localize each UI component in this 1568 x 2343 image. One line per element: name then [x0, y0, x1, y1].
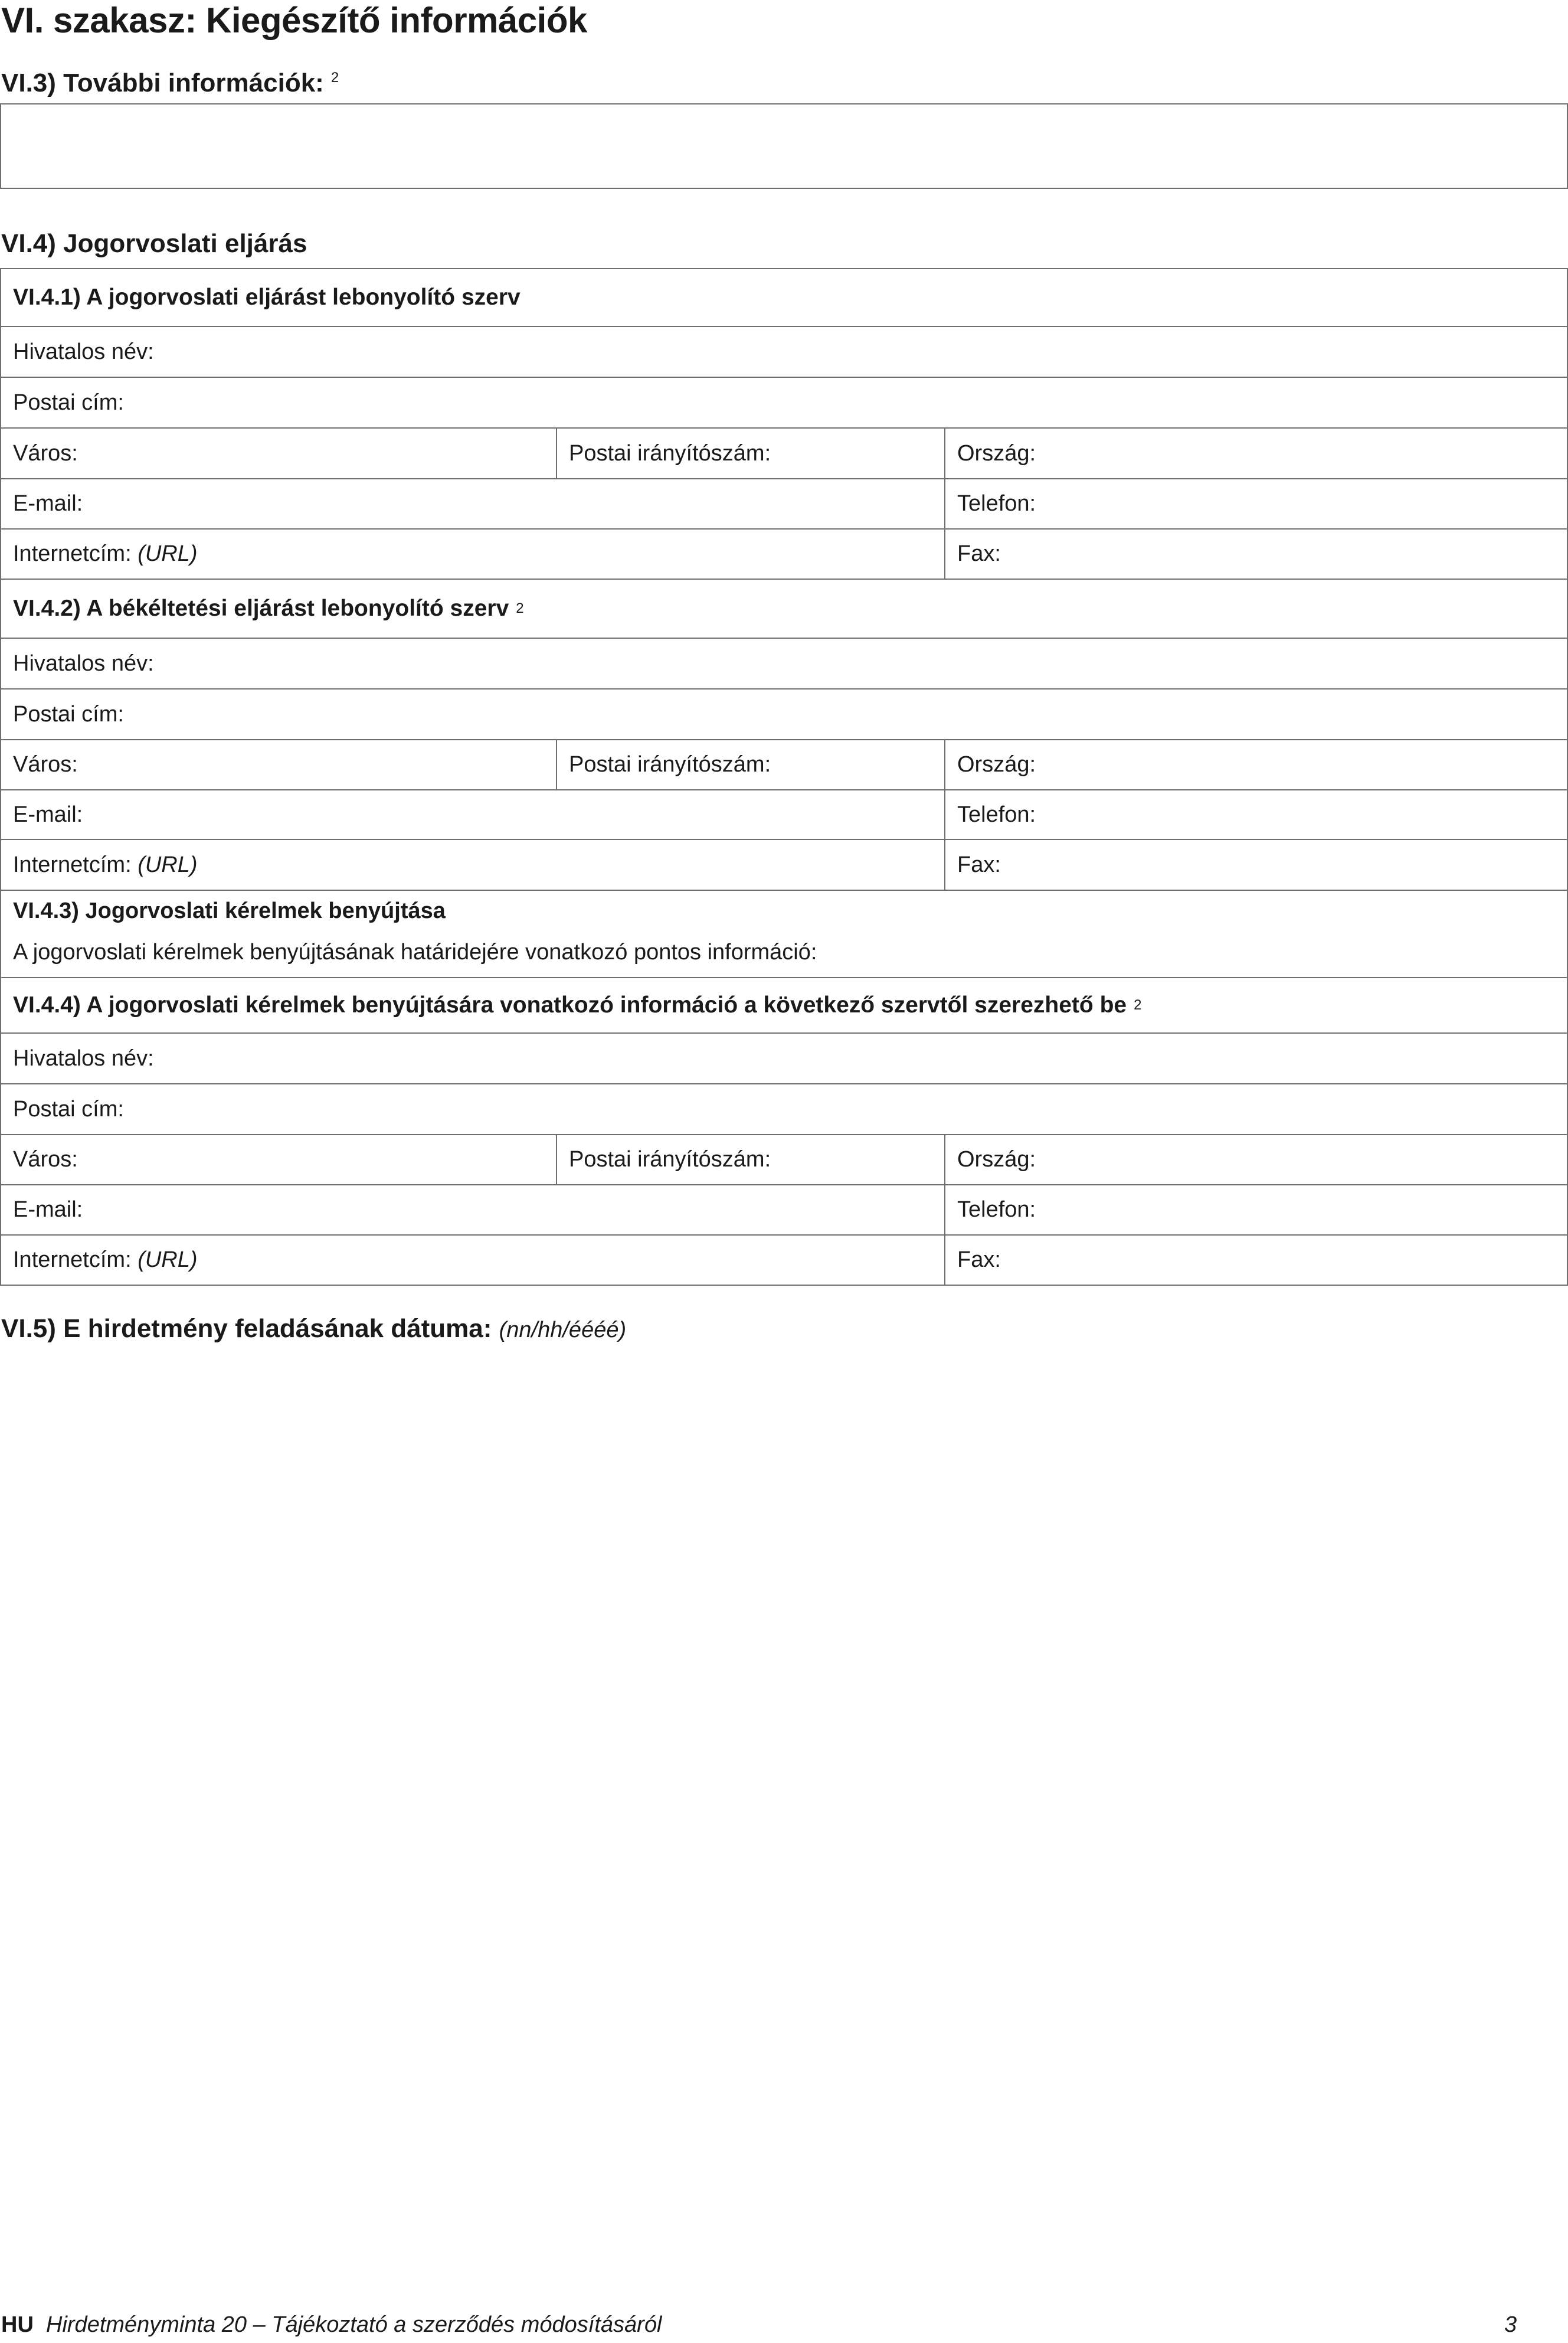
- fax-label: Fax:: [957, 1247, 1001, 1272]
- url-label: (URL): [138, 541, 198, 566]
- country-label: Ország:: [957, 752, 1036, 777]
- footer: [1, 2312, 662, 2338]
- email-label: E-mail:: [13, 1197, 83, 1222]
- vi43-text: A jogorvoslati kérelmek benyújtásának határidejére vonatkozó pontos információ:: [13, 940, 817, 965]
- vi41-official-name-field[interactable]: [0, 326, 1568, 378]
- vi41-email-field[interactable]: [0, 478, 945, 530]
- vi41-fax-field[interactable]: [944, 528, 1568, 580]
- url-label: (URL): [138, 1247, 198, 1272]
- vi42-phone-field[interactable]: [944, 789, 1568, 840]
- vi42-heading-text: VI.4.2) A békéltetési eljárást lebonyolító szerv: [13, 596, 509, 621]
- postal-address-label: Postai cím:: [13, 1096, 124, 1122]
- official-name-label: Hivatalos név:: [13, 339, 154, 364]
- vi42-header: [0, 579, 1568, 639]
- vi41-postal-code-field[interactable]: [556, 427, 945, 479]
- vi41-phone-field[interactable]: [944, 478, 1568, 530]
- page-number: 3: [1504, 2312, 1517, 2337]
- vi41-heading-text: VI.4.1) A jogorvoslati eljárást lebonyolító szerv: [13, 285, 521, 310]
- vi42-postal-code-field[interactable]: [556, 739, 945, 790]
- vi44-phone-field[interactable]: [944, 1184, 1568, 1236]
- url-label: (URL): [138, 852, 198, 877]
- country-label: Ország:: [957, 1147, 1036, 1172]
- footer-lang: HU: [1, 2312, 34, 2337]
- footnote-marker: 2: [516, 600, 524, 616]
- fax-label: Fax:: [957, 852, 1001, 877]
- section-vi5-heading: [1, 1314, 626, 1344]
- vi44-city-field[interactable]: [0, 1134, 557, 1185]
- vi41-header: [0, 268, 1568, 327]
- section-vi3-heading: [1, 68, 339, 98]
- internet-label: Internetcím:: [13, 541, 132, 566]
- email-label: E-mail:: [13, 491, 83, 516]
- city-label: Város:: [13, 440, 78, 466]
- postal-code-label: Postai irányítószám:: [569, 1147, 771, 1172]
- postal-code-label: Postai irányítószám:: [569, 752, 771, 777]
- section-vi4-heading: VI.4) Jogorvoslati eljárás: [1, 229, 307, 258]
- phone-label: Telefon:: [957, 802, 1036, 827]
- vi42-email-field[interactable]: [0, 789, 945, 840]
- vi44-heading-text: VI.4.4) A jogorvoslati kérelmek benyújtására vonatkozó információ a következő szervtől szerezhető be: [13, 992, 1127, 1018]
- fax-label: Fax:: [957, 541, 1001, 566]
- vi44-postal-code-field[interactable]: [556, 1134, 945, 1185]
- vi41-postal-address-field[interactable]: [0, 377, 1568, 429]
- vi42-fax-field[interactable]: [944, 839, 1568, 891]
- footnote-marker: 2: [330, 70, 339, 86]
- official-name-label: Hivatalos név:: [13, 1045, 154, 1071]
- vi42-country-field[interactable]: [944, 739, 1568, 790]
- vi44-fax-field[interactable]: [944, 1234, 1568, 1286]
- section-vi3-heading-text: VI.3) További információk:: [1, 68, 324, 97]
- city-label: Város:: [13, 1147, 78, 1172]
- vi42-official-name-field[interactable]: [0, 638, 1568, 689]
- official-name-label: Hivatalos név:: [13, 651, 154, 676]
- vi44-official-name-field[interactable]: [0, 1032, 1568, 1084]
- vi42-city-field[interactable]: [0, 739, 557, 790]
- vi42-internet-field[interactable]: [0, 839, 945, 891]
- vi44-header: [0, 977, 1568, 1034]
- email-label: E-mail:: [13, 802, 83, 827]
- city-label: Város:: [13, 752, 78, 777]
- country-label: Ország:: [957, 440, 1036, 466]
- phone-label: Telefon:: [957, 1197, 1036, 1222]
- vi41-city-field[interactable]: [0, 427, 557, 479]
- page-title: VI. szakasz: Kiegészítő információk: [1, 1, 587, 40]
- vi5-heading-text: VI.5) E hirdetmény feladásának dátuma:: [1, 1314, 492, 1343]
- vi44-internet-field[interactable]: [0, 1234, 945, 1286]
- vi42-postal-address-field[interactable]: [0, 688, 1568, 740]
- internet-label: Internetcím:: [13, 852, 132, 877]
- internet-label: Internetcím:: [13, 1247, 132, 1272]
- date-format-hint: (nn/hh/éééé): [499, 1318, 627, 1342]
- vi41-internet-field[interactable]: [0, 528, 945, 580]
- vi44-email-field[interactable]: [0, 1184, 945, 1236]
- postal-address-label: Postai cím:: [13, 390, 124, 415]
- phone-label: Telefon:: [957, 491, 1036, 516]
- footnote-marker: 2: [1134, 997, 1142, 1013]
- vi44-postal-address-field[interactable]: [0, 1083, 1568, 1135]
- postal-address-label: Postai cím:: [13, 701, 124, 727]
- additional-info-field[interactable]: [0, 103, 1568, 189]
- postal-code-label: Postai irányítószám:: [569, 440, 771, 466]
- vi43-heading: VI.4.3) Jogorvoslati kérelmek benyújtása: [13, 898, 446, 923]
- footer-doc-title: Hirdetményminta 20 – Tájékoztató a szerződés módosításáról: [46, 2312, 662, 2337]
- vi41-country-field[interactable]: [944, 427, 1568, 479]
- vi44-country-field[interactable]: [944, 1134, 1568, 1185]
